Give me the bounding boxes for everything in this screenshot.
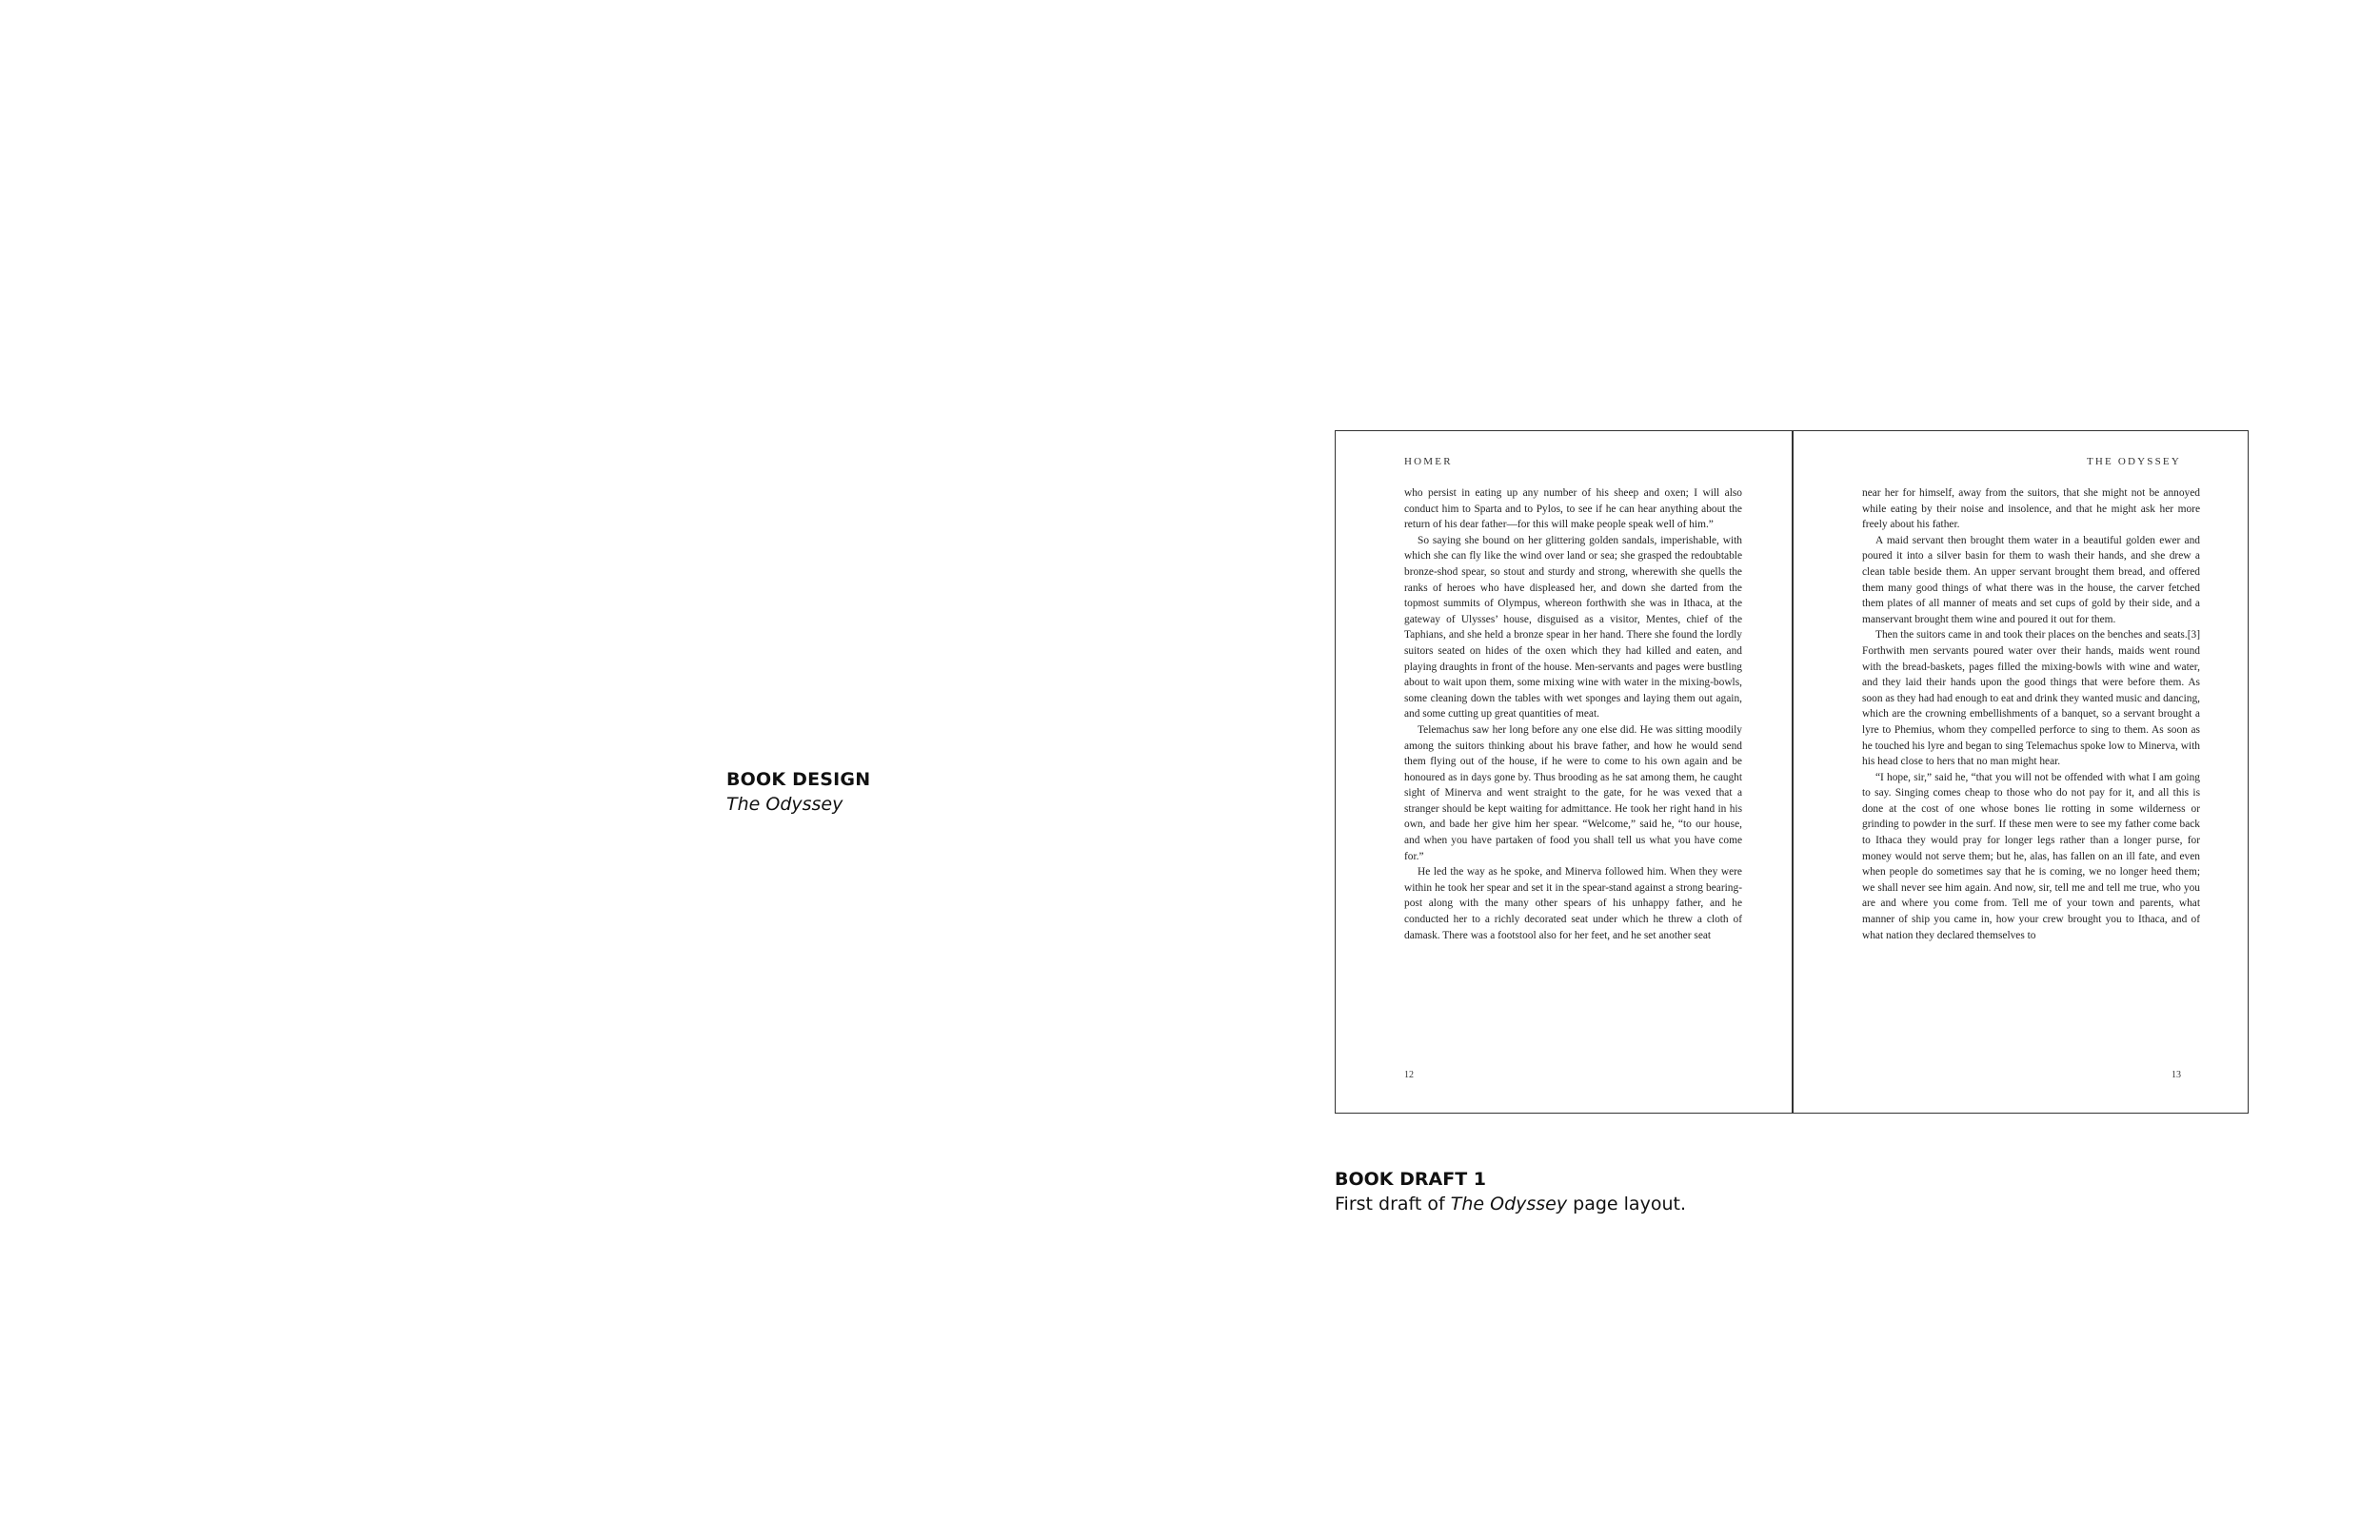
left-paragraph: He led the way as he spoke, and Minerva followed him. When they were within he took her spear and set it in the spear-stand against a strong bearing-post along with the many other spears of his unhappy father, and he conducted her to a richly decorated seat under which he threw a cloth of damask. There was a footstool also for her feet, and he set another seat <box>1404 866 1742 941</box>
right-paragraph: A maid servant then brought them water in a beautiful golden ewer and poured it into a silver basin for them to wash their hands, and she drew a clean table beside them. An upper servant brought them bread, and offered them many good things of what there was in the house, the carver fetched them plates of all manner of meats and set cups of gold by their side, and a manservant brought them wine and poured it out for them. <box>1862 534 2200 625</box>
left-paragraph: So saying she bound on her glittering golden sandals, imperishable, with which she can fly like the wind over land or sea; she grasped the redoubtable bronze-shod spear, so stout and sturdy and strong, wherewith she quells the ranks of heroes who have displeased her, and down she darted from the topmost summits of Olympus, whereon forthwith she was in Ithaca, at the gateway of Ulysses’ house, disguised as a visitor, Mentes, chief of the Taphians, and she held a bronze spear in her hand. There she found the lordly suitors seated on hides of the oxen which they had killed and eaten, and playing draughts in front of the house. Men-servants and pages were bustling about to wait upon them, some mixing wine with water in the mixing-bowls, some cleaning down the tables with wet sponges and laying them out again, and some cutting up great quantities of meat. <box>1404 534 1742 721</box>
right-page <box>1794 431 2250 1113</box>
draft-caption-text-after: page layout. <box>1567 1194 1686 1214</box>
right-paragraph: Then the suitors came in and took their places on the benches and seats.[3] Forthwith men servants poured water over their hands, maids went round with the bread-baskets, pages filled the mixing-bowls with wine and water, and they laid their hands upon the good things that were before them. As soon as they had had enough to eat and drink they wanted music and dancing, which are the crowning embellishments of a banquet, so a servant brought a lyre to Phemius, whom they compelled perforce to sing to them. As soon as he touched his lyre and began to sing Telemachus spoke low to Minerva, with his head close to hers that no man might hear. <box>1862 629 2200 768</box>
side-caption-subtitle: The Odyssey <box>726 794 843 815</box>
right-page-body <box>1862 485 2200 1043</box>
draft-caption-text-italic: The Odyssey <box>1450 1194 1568 1214</box>
left-page <box>1336 431 1792 1113</box>
left-page-body <box>1404 485 1742 1043</box>
side-caption <box>726 767 1107 817</box>
side-caption-title: BOOK DESIGN <box>726 769 871 790</box>
left-running-head: HOMER <box>1404 456 1453 467</box>
book-spread <box>1335 430 2249 1114</box>
right-page-number: 13 <box>2172 1070 2181 1080</box>
draft-caption-title: BOOK DRAFT 1 <box>1335 1169 1487 1190</box>
draft-caption-text <box>1335 1192 2001 1216</box>
left-page-number: 12 <box>1404 1070 1414 1080</box>
left-paragraph: who persist in eating up any number of his sheep and oxen; I will also conduct him to Sparta and to Pylos, to see if he can hear anything about the return of his dear father—for this will make people speak well of him.” <box>1404 487 1742 531</box>
right-running-head: THE ODYSSEY <box>2086 456 2181 467</box>
right-paragraph: “I hope, sir,” said he, “that you will not be offended with what I am going to say. Singing comes cheap to those who do not pay for it, and all this is done at the cost of one whose bones lie rotting in some wilderness or grinding to powder in the surf. If these men were to see my father come back to Ithaca they would pray for longer legs rather than a longer purse, for money would not serve them; but he, alas, has fallen on an ill fate, and even when people do sometimes say that he is coming, we no longer heed them; we shall never see him again. And now, sir, tell me and tell me true, who you are and where you come from. Tell me of your town and parents, what manner of ship you came in, how your crew brought you to Ithaca, and of what nation they declared themselves to <box>1862 771 2200 941</box>
draft-caption-text-before: First draft of <box>1335 1194 1451 1214</box>
draft-caption <box>1335 1167 2001 1216</box>
right-paragraph: near her for himself, away from the suitors, that she might not be annoyed while eating by their noise and insolence, and that he might ask her more freely about his father. <box>1862 487 2200 531</box>
left-paragraph: Telemachus saw her long before any one else did. He was sitting moodily among the suitors thinking about his brave father, and how he would send them flying out of the house, if he were to come to his own again and be honoured as in days gone by. Thus brooding as he sat among them, he caught sight of Minerva and went straight to the gate, for he was vexed that a stranger should be kept waiting for admittance. He took her right hand in his own, and bade her give him her spear. “Welcome,” said he, “to our house, and when you have partaken of food you shall tell us what you have come for.” <box>1404 723 1742 862</box>
